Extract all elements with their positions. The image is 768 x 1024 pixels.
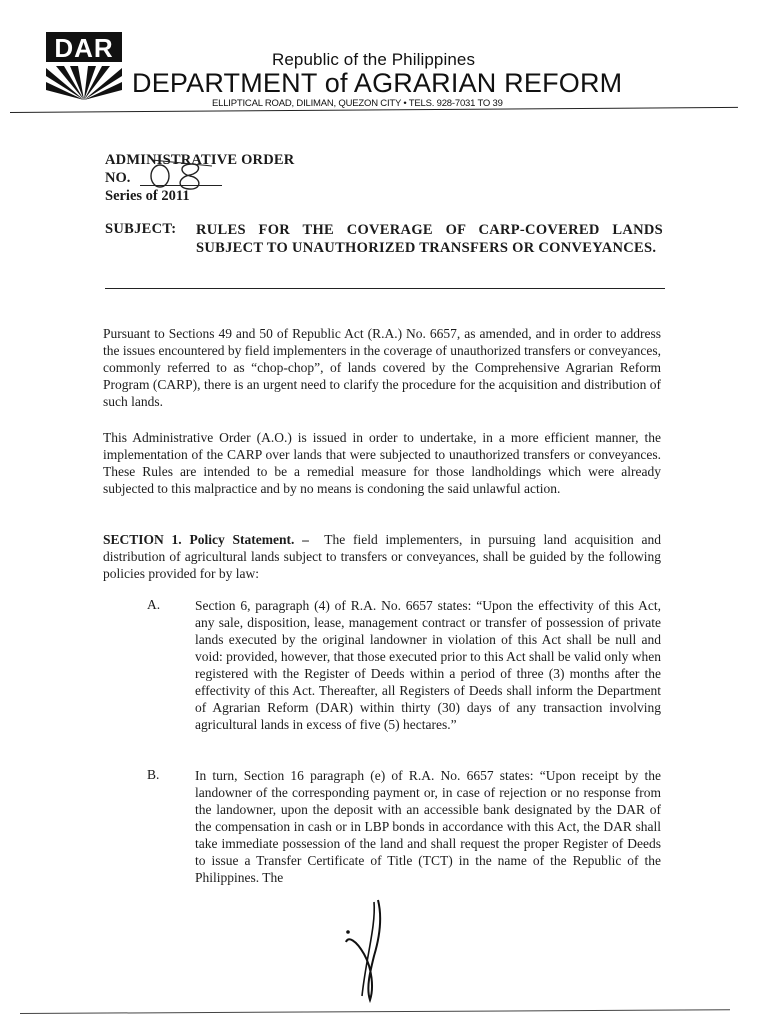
subject-divider [105,288,665,289]
handwritten-order-number [142,158,232,192]
subject-label: SUBJECT: [105,221,177,237]
item-a-letter: A. [147,597,161,612]
item-a-text: Section 6, paragraph (4) of R.A. No. 6657 states: “Upon the effectivity of this Act, any sale, disposition, lease, management contract or transfer of possession of private lands executed by the original landowner in violation of this Act shall be null and void: provided, however, that those executed prior to this Act shall be valid only when registered with the Register of Deeds within a period of three (3) months after the effectivity of this Act. Thereafter, all Registers of Deeds shall inform the Department of Agrarian Reform (DAR) within thirty (30) days of any transaction involving agricultural lands in excess of five (5) hectares.” [195,598,661,732]
section-1-heading: SECTION 1. Policy Statement. – [103,532,309,547]
paragraph-preamble: Pursuant to Sections 49 and 50 of Republic Act (R.A.) No. 6657, as amended, and in order to address the issues encountered by field implementers in the coverage of unauthorized transfers or conveyances, commonly referred to as “chop-chop”, of lands covered by the Comprehensive Agrarian Reform Program (CARP), there is an urgent need to clarify the procedure for the acquisition and distribution of such lands. [103,326,661,409]
signature [336,896,396,1004]
section-1-text: The field implementers, in pursuing land acquisition and distribution of agricultural lands subject to transfers or conveyances, shall be guided by the following policies provided for by law: [103,532,661,581]
order-number-label: NO. [105,170,131,186]
letterhead-address: ELLIPTICAL ROAD, DILIMAN, QUEZON CITY • TELS. 928-7031 TO 39 [212,98,503,109]
bottom-divider [20,1009,730,1014]
item-b-text: In turn, Section 16 paragraph (e) of R.A. No. 6657 states: “Upon receipt by the landowner of the corresponding payment or, in case of rejection or no response from the landowner, upon the deposit with an accessible bank designated by the DAR of the compensation in cash or in LBP bonds in accordance with this Act, the DAR shall take immediate possession of the land and shall request the proper Register of Deeds to issue a Transfer Certificate of Title (TCT) in the name of the Republic of the Philippines. The [195,768,661,885]
letterhead-republic: Republic of the Philippines [272,50,476,69]
order-series: Series of 2011 [105,188,190,204]
paragraph-purpose: This Administrative Order (A.O.) is issued in order to undertake, in a more efficient manner, the implementation of the CARP over lands that were subjected to unauthorized transfers or conveyances. These Rules are intended to be a remedial measure for those landholdings which were already subjected to this malpractice and by no means is condoning the said unlawful action. [103,430,661,496]
letterhead-department: DEPARTMENT of AGRARIAN REFORM [132,68,623,98]
item-b-letter: B. [147,767,160,782]
section-1 [103,531,661,582]
dar-logo [44,26,124,102]
subject-text: RULES FOR THE COVERAGE OF CARP-COVERED LANDS SUBJECT TO UNAUTHORIZED TRANSFERS OR CONVEYANCES. [196,222,663,256]
order-title: ADMINISTRATIVE ORDER [105,152,295,168]
svg-text:DAR: DAR [54,33,114,63]
